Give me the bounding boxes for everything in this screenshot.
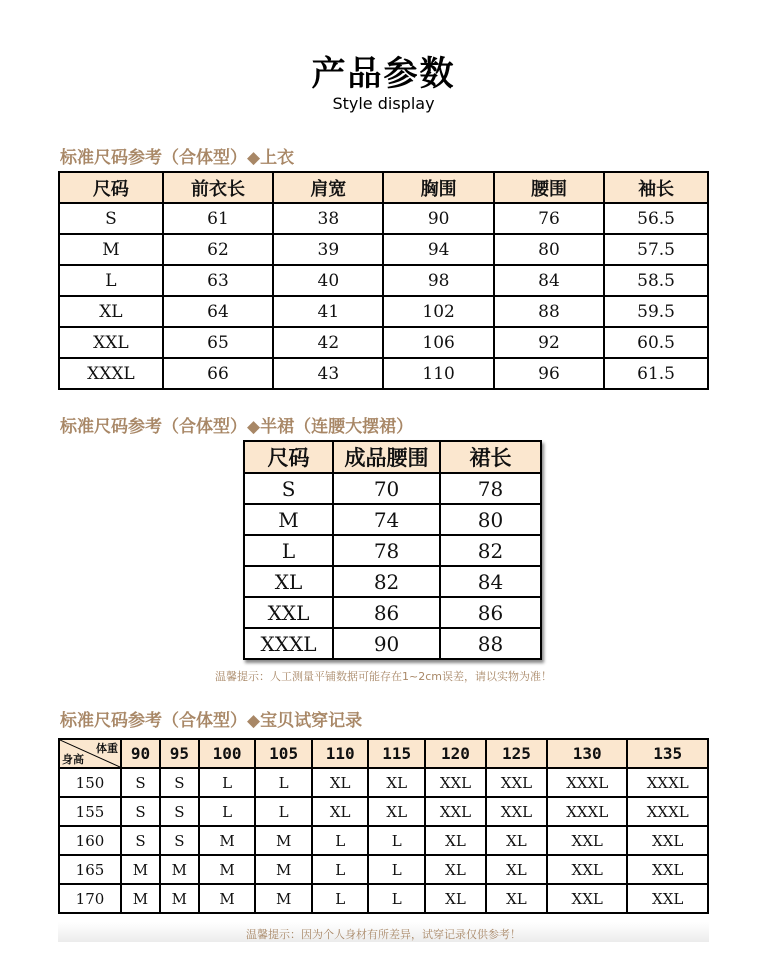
col-header: 尺码 bbox=[59, 172, 163, 203]
table-row bbox=[59, 296, 708, 327]
table-cell: 61 bbox=[163, 203, 273, 234]
table-cell: 84 bbox=[494, 265, 604, 296]
table-cell: 78 bbox=[333, 535, 440, 566]
measurement-note: 温馨提示：人工测量平铺数据可能存在1~2cm误差，请以实物为准！ bbox=[215, 670, 552, 683]
table-cell: S bbox=[121, 826, 160, 855]
col-header: 袖长 bbox=[604, 172, 708, 203]
table-row bbox=[59, 327, 708, 358]
table-cell: 78 bbox=[440, 473, 541, 504]
table-cell: 58.5 bbox=[604, 265, 708, 296]
table-cell: 94 bbox=[383, 234, 493, 265]
page-subtitle: Style display bbox=[332, 94, 435, 113]
table-cell: 76 bbox=[494, 203, 604, 234]
table-cell: XXXL bbox=[547, 797, 628, 826]
table-cell: XXXL bbox=[547, 768, 628, 797]
table-row bbox=[59, 884, 708, 913]
top-size-table bbox=[58, 171, 709, 390]
table-cell: 82 bbox=[440, 535, 541, 566]
table-cell: 56.5 bbox=[604, 203, 708, 234]
table-cell: L bbox=[244, 535, 333, 566]
table-cell: 74 bbox=[333, 504, 440, 535]
col-header: 尺码 bbox=[244, 441, 333, 473]
page-title: 产品参数 bbox=[311, 54, 456, 94]
height-cell: 150 bbox=[59, 768, 121, 797]
table-cell: 110 bbox=[383, 358, 493, 389]
top-size-heading: 标准尺码参考（合体型）◆上衣 bbox=[60, 148, 295, 168]
table-cell: 106 bbox=[383, 327, 493, 358]
table-cell: XL bbox=[368, 768, 425, 797]
table-cell: XL bbox=[486, 855, 547, 884]
table-cell: 90 bbox=[333, 628, 440, 659]
table-cell: M bbox=[160, 884, 199, 913]
table-cell: XXXL bbox=[59, 358, 163, 389]
table-row bbox=[59, 855, 708, 884]
weight-header: 130 bbox=[547, 739, 628, 768]
table-cell: XL bbox=[425, 826, 486, 855]
table-cell: L bbox=[255, 768, 312, 797]
table-cell: M bbox=[255, 884, 312, 913]
table-cell: 88 bbox=[440, 628, 541, 659]
table-row bbox=[244, 566, 541, 597]
table-cell: 86 bbox=[440, 597, 541, 628]
col-header: 胸围 bbox=[383, 172, 493, 203]
weight-header: 120 bbox=[425, 739, 486, 768]
table-cell: 92 bbox=[494, 327, 604, 358]
table-row bbox=[244, 597, 541, 628]
table-cell: XL bbox=[59, 296, 163, 327]
table-cell: XL bbox=[312, 797, 369, 826]
table-cell: 88 bbox=[494, 296, 604, 327]
table-cell: 90 bbox=[383, 203, 493, 234]
table-cell: L bbox=[368, 855, 425, 884]
table-cell: XL bbox=[425, 884, 486, 913]
table-cell: XL bbox=[244, 566, 333, 597]
skirt-size-table bbox=[243, 440, 542, 660]
table-cell: XL bbox=[312, 768, 369, 797]
table-cell: 57.5 bbox=[604, 234, 708, 265]
table-row bbox=[59, 826, 708, 855]
weight-header: 135 bbox=[627, 739, 708, 768]
table-cell: XXL bbox=[547, 826, 628, 855]
table-cell: M bbox=[121, 884, 160, 913]
table-cell: M bbox=[199, 855, 256, 884]
table-cell: 59.5 bbox=[604, 296, 708, 327]
table-cell: 86 bbox=[333, 597, 440, 628]
table-cell: XXL bbox=[627, 884, 708, 913]
height-cell: 155 bbox=[59, 797, 121, 826]
skirt-size-header-row bbox=[244, 441, 541, 473]
table-cell: XXL bbox=[547, 884, 628, 913]
fit-record-heading: 标准尺码参考（合体型）◆宝贝试穿记录 bbox=[60, 711, 363, 731]
table-cell: XXL bbox=[59, 327, 163, 358]
table-cell: 65 bbox=[163, 327, 273, 358]
col-header: 肩宽 bbox=[273, 172, 383, 203]
table-cell: 40 bbox=[273, 265, 383, 296]
table-cell: S bbox=[59, 203, 163, 234]
table-cell: XXL bbox=[425, 768, 486, 797]
table-cell: M bbox=[199, 826, 256, 855]
table-cell: L bbox=[199, 797, 256, 826]
table-cell: 60.5 bbox=[604, 327, 708, 358]
table-cell: L bbox=[59, 265, 163, 296]
table-cell: XXL bbox=[627, 826, 708, 855]
table-row bbox=[59, 768, 708, 797]
col-header: 前衣长 bbox=[163, 172, 273, 203]
table-cell: 43 bbox=[273, 358, 383, 389]
table-cell: L bbox=[368, 884, 425, 913]
table-cell: 39 bbox=[273, 234, 383, 265]
table-cell: 80 bbox=[440, 504, 541, 535]
table-cell: XL bbox=[425, 855, 486, 884]
height-cell: 160 bbox=[59, 826, 121, 855]
table-cell: L bbox=[199, 768, 256, 797]
table-cell: M bbox=[244, 504, 333, 535]
table-cell: XXL bbox=[627, 855, 708, 884]
table-cell: XL bbox=[368, 797, 425, 826]
table-cell: 70 bbox=[333, 473, 440, 504]
table-cell: M bbox=[255, 826, 312, 855]
weight-header: 105 bbox=[255, 739, 312, 768]
height-cell: 165 bbox=[59, 855, 121, 884]
table-row bbox=[59, 358, 708, 389]
table-cell: L bbox=[255, 797, 312, 826]
table-row bbox=[59, 234, 708, 265]
table-cell: S bbox=[160, 826, 199, 855]
table-cell: 80 bbox=[494, 234, 604, 265]
table-cell: M bbox=[121, 855, 160, 884]
table-cell: 62 bbox=[163, 234, 273, 265]
weight-header: 110 bbox=[312, 739, 369, 768]
table-cell: M bbox=[160, 855, 199, 884]
table-row bbox=[59, 797, 708, 826]
table-cell: S bbox=[160, 768, 199, 797]
weight-header: 125 bbox=[486, 739, 547, 768]
table-cell: 98 bbox=[383, 265, 493, 296]
table-cell: 84 bbox=[440, 566, 541, 597]
table-cell: 38 bbox=[273, 203, 383, 234]
table-cell: XL bbox=[486, 884, 547, 913]
col-header: 裙长 bbox=[440, 441, 541, 473]
table-cell: S bbox=[121, 768, 160, 797]
table-cell: 64 bbox=[163, 296, 273, 327]
table-row bbox=[59, 203, 708, 234]
table-cell: L bbox=[312, 884, 369, 913]
weight-header: 95 bbox=[160, 739, 199, 768]
table-cell: XXXL bbox=[627, 768, 708, 797]
table-cell: XXL bbox=[486, 797, 547, 826]
corner-weight-label: 体重 bbox=[96, 742, 118, 755]
table-cell: M bbox=[255, 855, 312, 884]
table-cell: 42 bbox=[273, 327, 383, 358]
table-row bbox=[59, 265, 708, 296]
fit-record-note: 温馨提示：因为个人身材有所差异，试穿记录仅供参考！ bbox=[246, 928, 521, 941]
fit-record-table bbox=[58, 738, 709, 914]
table-cell: M bbox=[59, 234, 163, 265]
height-cell: 170 bbox=[59, 884, 121, 913]
table-cell: XXL bbox=[425, 797, 486, 826]
table-cell: 66 bbox=[163, 358, 273, 389]
table-cell: XXL bbox=[486, 768, 547, 797]
table-cell: S bbox=[121, 797, 160, 826]
table-row bbox=[244, 628, 541, 659]
table-cell: 96 bbox=[494, 358, 604, 389]
corner-header-cell bbox=[59, 739, 121, 768]
weight-header: 115 bbox=[368, 739, 425, 768]
table-cell: S bbox=[160, 797, 199, 826]
skirt-size-heading: 标准尺码参考（合体型）◆半裙（连腰大摆裙） bbox=[60, 417, 414, 437]
table-cell: XXXL bbox=[244, 628, 333, 659]
top-size-header-row bbox=[59, 172, 708, 203]
table-cell: 63 bbox=[163, 265, 273, 296]
table-cell: M bbox=[199, 884, 256, 913]
table-cell: 61.5 bbox=[604, 358, 708, 389]
table-cell: XL bbox=[486, 826, 547, 855]
table-cell: L bbox=[312, 826, 369, 855]
table-row bbox=[244, 535, 541, 566]
col-header: 成品腰围 bbox=[333, 441, 440, 473]
table-cell: XXXL bbox=[627, 797, 708, 826]
table-cell: 82 bbox=[333, 566, 440, 597]
weight-header: 90 bbox=[121, 739, 160, 768]
weight-header: 100 bbox=[199, 739, 256, 768]
table-cell: L bbox=[312, 855, 369, 884]
col-header: 腰围 bbox=[494, 172, 604, 203]
table-cell: 102 bbox=[383, 296, 493, 327]
table-cell: L bbox=[368, 826, 425, 855]
table-cell: S bbox=[244, 473, 333, 504]
table-cell: XXL bbox=[244, 597, 333, 628]
table-cell: XXL bbox=[547, 855, 628, 884]
table-row bbox=[244, 504, 541, 535]
table-row bbox=[244, 473, 541, 504]
fit-record-header-row bbox=[59, 739, 708, 768]
corner-height-label: 身高 bbox=[62, 753, 84, 766]
table-cell: 41 bbox=[273, 296, 383, 327]
